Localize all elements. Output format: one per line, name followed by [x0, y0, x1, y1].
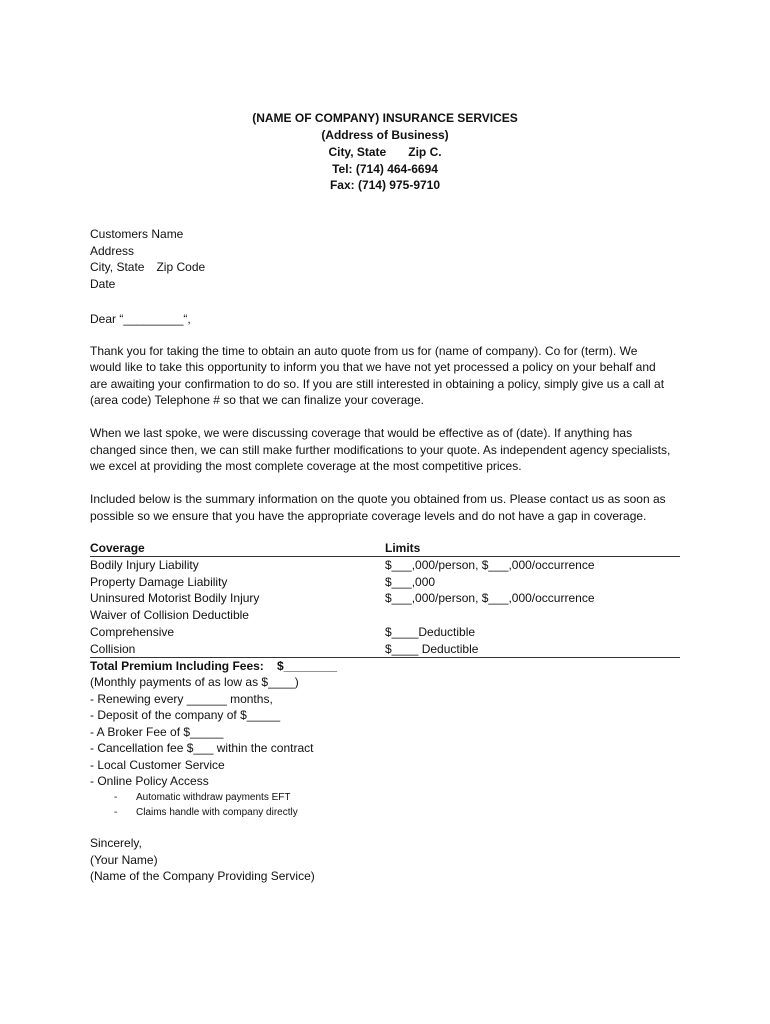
recipient-city-state: City, State — [90, 260, 145, 274]
total-premium-label: Total Premium Including Fees: — [90, 659, 264, 673]
company-city-state: City, State — [328, 145, 387, 159]
coverage-row-4-name: Waiver of Collision Deductible — [90, 608, 249, 622]
paragraph-1-line-2: would like to take this opportunity to inform you that we have not yet processed a policy on your behalf and — [90, 360, 656, 374]
detail-broker-fee: - A Broker Fee of $_____ — [90, 725, 224, 739]
company-address: (Address of Business) — [321, 128, 449, 142]
closing-your-name: (Your Name) — [90, 853, 158, 867]
closing-sincerely: Sincerely, — [90, 836, 142, 850]
sub-bullet-1-text: Automatic withdraw payments EFT — [136, 792, 291, 803]
sub-bullet-1-dash: - — [114, 792, 118, 803]
coverage-row-5-name: Comprehensive — [90, 625, 175, 639]
sub-bullet-2-text: Claims handle with company directly — [136, 807, 298, 818]
paragraph-2-line-3: we excel at providing the most complete coverage at the most competitive prices. — [90, 459, 522, 473]
paragraph-3-line-2: possible so we ensure that you have the appropriate coverage levels and do not have a gap in coverage. — [90, 509, 647, 523]
coverage-row-1-name: Bodily Injury Liability — [90, 558, 199, 572]
company-fax: Fax: (714) 975-9710 — [329, 178, 441, 192]
detail-cancellation-fee: - Cancellation fee $___ within the contract — [90, 741, 314, 755]
coverage-row-1-limit: $___,000/person, $___,000/occurrence — [385, 558, 595, 572]
company-tel: Tel: (714) 464-6694 — [332, 162, 438, 176]
paragraph-2-line-1: When we last spoke, we were discussing coverage that would be effective as of (date). If anything has — [90, 426, 633, 440]
company-zip: Zip C. — [408, 145, 442, 159]
coverage-row-6-limit: $____ Deductible — [385, 642, 479, 656]
recipient-name: Customers Name — [90, 227, 184, 241]
detail-renewing: - Renewing every ______ months, — [90, 692, 273, 706]
coverage-row-3-limit: $___,000/person, $___,000/occurrence — [385, 591, 595, 605]
coverage-row-3-name: Uninsured Motorist Bodily Injury — [90, 591, 260, 605]
closing-company-name: (Name of the Company Providing Service) — [90, 869, 315, 883]
coverage-row-2-name: Property Damage Liability — [90, 575, 228, 589]
coverage-row-6-name: Collision — [90, 642, 136, 656]
sub-bullet-2-dash: - — [114, 807, 118, 818]
detail-online-access: - Online Policy Access — [90, 774, 209, 788]
company-title: (NAME OF COMPANY) INSURANCE SERVICES — [252, 111, 518, 125]
paragraph-1-line-4: (area code) Telephone # so that we can finalize your coverage. — [90, 393, 424, 407]
detail-local-service: - Local Customer Service — [90, 758, 225, 772]
paragraph-3-line-1: Included below is the summary information on the quote you obtained from us. Please contact us as soon as — [90, 492, 666, 506]
detail-monthly-payments: (Monthly payments of as low as $____) — [90, 675, 299, 689]
coverage-column-header: Coverage — [90, 541, 145, 555]
recipient-zip: Zip Code — [156, 260, 206, 274]
salutation: Dear “_________“, — [90, 312, 191, 326]
company-city-state-zip — [0, 144, 770, 160]
coverage-row-5-limit: $____Deductible — [385, 625, 476, 639]
limits-column-header: Limits — [385, 541, 421, 555]
recipient-date: Date — [90, 277, 116, 291]
recipient-city-state-zip — [90, 259, 205, 275]
coverage-row-2-limit: $___,000 — [385, 575, 436, 589]
paragraph-1-line-3: are awaiting your confirmation to do so. If you are still interested in obtaining a policy, simply give us a call at — [90, 377, 665, 391]
paragraph-1-line-1: Thank you for taking the time to obtain an auto quote from us for (name of company). Co for (term). We — [90, 344, 638, 358]
paragraph-2-line-2: changed since then, we can still make further modifications to your quote. As independent agency specialists, — [90, 443, 671, 457]
detail-deposit: - Deposit of the company of $_____ — [90, 708, 281, 722]
recipient-address: Address — [90, 244, 135, 258]
total-premium-value: $________ — [277, 659, 338, 673]
